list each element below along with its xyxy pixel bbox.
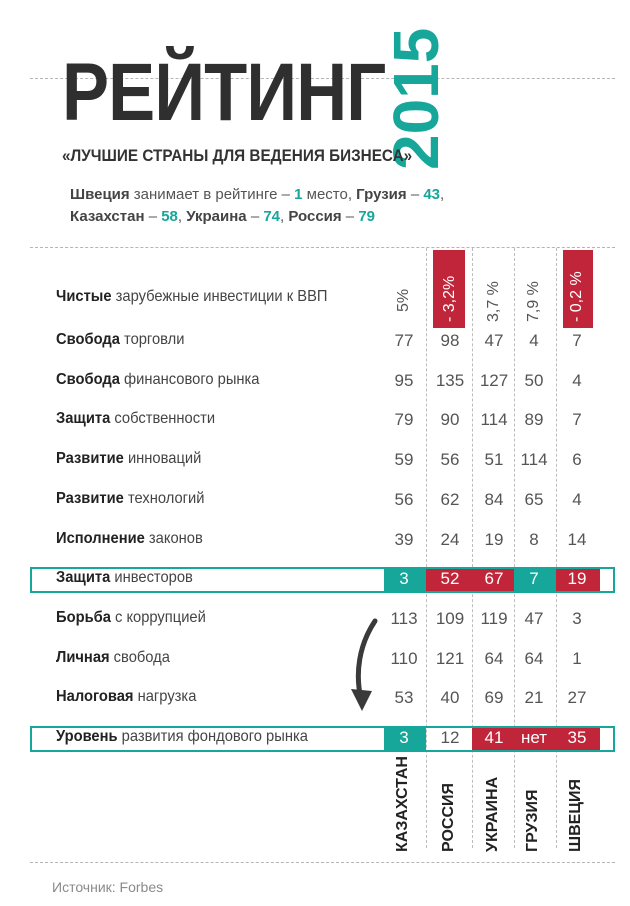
table-cell: 114: [480, 410, 508, 430]
row-label: Уровень развития фондового рынка: [56, 728, 308, 745]
table-cell: 12: [440, 728, 460, 747]
intro-line-2: [70, 208, 375, 225]
table-cell: 7: [572, 410, 582, 430]
table-cell: 21: [524, 688, 544, 708]
country-label: ШВЕЦИЯ: [567, 779, 584, 852]
table-cell: 69: [484, 688, 504, 708]
table-cell: 8: [529, 529, 539, 549]
intro-fragment: Россия: [288, 208, 342, 225]
table-cell: 64: [524, 648, 544, 668]
intro-fragment: 1: [294, 186, 303, 203]
intro-line-1: [70, 186, 444, 203]
table-cell: 79: [394, 410, 414, 430]
table-cell: 40: [440, 688, 460, 708]
investment-value: 3,7 %: [485, 281, 502, 322]
row-label: Свобода финансового рынка: [56, 370, 260, 388]
table-cell: 7: [572, 331, 582, 350]
table-cell: 3: [572, 608, 582, 628]
table-cell: 90: [440, 410, 460, 430]
table-cell: 98: [440, 331, 460, 350]
table-cell: 3: [399, 569, 409, 589]
table-cell: 4: [529, 331, 539, 350]
table-cell: 119: [480, 608, 508, 628]
table-cell: 47: [484, 331, 504, 350]
intro-fragment: ,: [177, 208, 187, 225]
table-cell: 135: [435, 370, 465, 390]
table-cell: 6: [572, 450, 582, 470]
row-label: Личная свобода: [56, 648, 170, 666]
table-cell: 41: [484, 728, 504, 747]
intro-fragment: Казахстан: [70, 208, 145, 225]
table-cell: 56: [394, 489, 414, 509]
table-cell: 95: [394, 370, 414, 390]
table-cell: 114: [520, 450, 548, 470]
table-cell: 14: [567, 529, 587, 549]
row-label: Защита инвесторов: [56, 569, 193, 587]
table-cell: 3: [399, 728, 409, 747]
table-cell: 77: [394, 331, 414, 350]
row-label: Свобода торговли: [56, 331, 185, 348]
intro-fragment: занимает в рейтинге –: [129, 186, 295, 203]
table-cell: 39: [394, 529, 414, 549]
row-label: Борьба с коррупцией: [56, 608, 206, 626]
country-label: РОССИЯ: [440, 782, 457, 852]
header-divider: [30, 247, 615, 248]
table-cell: 24: [440, 529, 460, 549]
country-label: ГРУЗИЯ: [524, 789, 541, 852]
row-label: Защита собственности: [56, 410, 216, 428]
intro-fragment: ,: [280, 208, 289, 225]
country-label: КАЗАХСТАН: [394, 756, 411, 852]
table-cell: 113: [390, 608, 418, 628]
table-cell: 35: [567, 728, 587, 747]
table-cell: 56: [440, 450, 460, 470]
table-cell: 67: [484, 569, 504, 589]
investment-value: 7,9 %: [525, 281, 542, 322]
table-cell: 89: [524, 410, 544, 430]
intro-fragment: место,: [302, 186, 357, 203]
page-title: РЕЙТИНГ: [62, 47, 386, 138]
row-label: Исполнение законов: [56, 529, 203, 547]
table-cell: 59: [394, 450, 414, 470]
table-cell: 51: [484, 450, 504, 470]
intro-fragment: –: [341, 208, 359, 225]
table-cell: 64: [484, 648, 504, 668]
table-cell: 4: [572, 489, 582, 509]
intro-fragment: –: [144, 208, 162, 225]
intro-fragment: ,: [440, 186, 445, 203]
intro-fragment: 43: [423, 186, 441, 203]
intro-fragment: –: [406, 186, 424, 203]
page-subtitle: «ЛУЧШИЕ СТРАНЫ ДЛЯ ВЕДЕНИЯ БИЗНЕСА»: [62, 146, 413, 165]
investment-value: - 0,2 %: [568, 271, 585, 322]
table-cell: 27: [567, 688, 587, 708]
arrow-down-icon: [345, 615, 385, 715]
intro-fragment: Швеция: [70, 186, 130, 203]
source-note: Источник: Forbes: [52, 879, 164, 895]
table-cell: 50: [524, 370, 544, 390]
footer-divider: [30, 862, 615, 863]
table-cell: 1: [572, 648, 582, 668]
table-cell: 19: [567, 569, 587, 589]
table-cell: 121: [435, 648, 465, 668]
table-cell: 53: [394, 688, 414, 708]
row-label-investment: Чистые зарубежные инвестиции к ВВП: [56, 288, 328, 305]
table-cell: 110: [390, 648, 418, 668]
year-label: 2015: [380, 27, 452, 170]
table-cell: 65: [524, 489, 544, 509]
intro-fragment: 79: [358, 208, 376, 225]
table-cell: 127: [479, 370, 509, 390]
intro-fragment: Грузия: [356, 186, 407, 203]
table-cell: нет: [520, 728, 548, 747]
row-label: Налоговая нагрузка: [56, 688, 197, 706]
table-cell: 84: [484, 489, 504, 509]
country-label: УКРАИНА: [484, 776, 501, 852]
intro-fragment: Украина: [186, 208, 247, 225]
row-label: Развитие технологий: [56, 489, 205, 507]
investment-value: 5%: [395, 288, 412, 312]
intro-fragment: –: [246, 208, 264, 225]
table-cell: 52: [440, 569, 460, 589]
intro-fragment: 58: [161, 208, 178, 225]
investment-value: - 3,2%: [441, 275, 458, 322]
row-label: Развитие инноваций: [56, 450, 202, 468]
table-cell: 4: [572, 370, 582, 390]
table-cell: 109: [435, 608, 465, 628]
table-cell: 47: [524, 608, 544, 628]
intro-fragment: 74: [263, 208, 281, 225]
table-cell: 19: [484, 529, 504, 549]
table-cell: 7: [529, 569, 539, 589]
table-cell: 62: [440, 489, 460, 509]
